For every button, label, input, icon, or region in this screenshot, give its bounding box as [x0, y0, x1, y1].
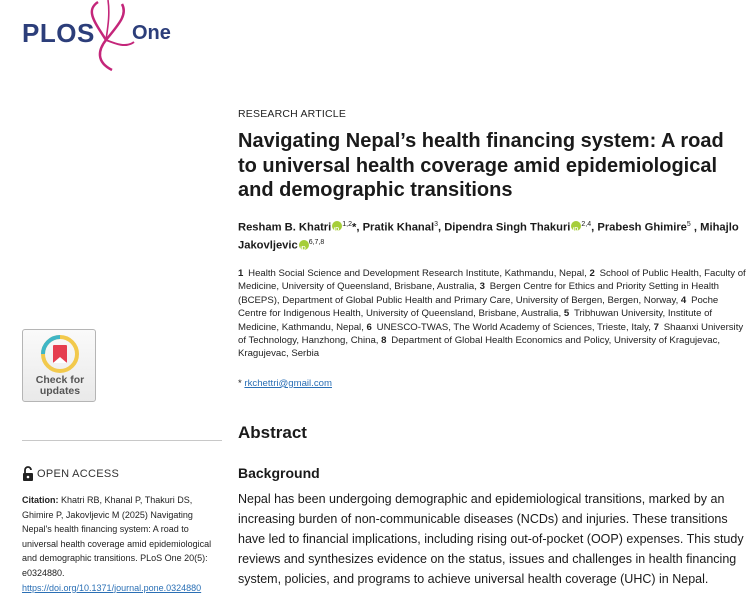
corresponding-email-link[interactable]: rkchettri@gmail.com — [244, 377, 332, 389]
author-affiliation-sup: 6,7,8 — [308, 239, 325, 247]
affiliation-number: 3 — [479, 281, 485, 293]
affiliations — [238, 267, 748, 361]
affiliation-number: 7 — [653, 321, 659, 333]
affiliation-text: Health Social Science and Development Research Institute, Kathmandu, Nepal, — [248, 267, 587, 279]
citation-label: Citation: — [22, 495, 59, 505]
author-name[interactable]: Resham B. Khatri — [238, 221, 332, 234]
author-list: Resham B. KhatriiD $^{1,2}$*, Pratik Khanal$^3$, Dipendra Singh ThakuriiD $^{2,4}$, Prabesh Ghimire$^5$ , Mihajlo JakovljeviciD $^{6,7,8}$ — [238, 217, 748, 254]
author-name[interactable]: Dipendra Singh Thakuri — [444, 221, 571, 234]
affiliation-number: 6 — [366, 321, 372, 333]
author-name[interactable]: Mihajlo Jakovljevic — [238, 221, 739, 252]
affiliation-text: School of Public Health, Faculty of Medicine, University of Queensland, Brisbane, Australia, — [238, 267, 746, 293]
logo-brand: PLOS — [22, 18, 95, 48]
affiliation-text: Department of Global Health Economics and Policy, University of Kragujevac, Kragujevac, Serbia — [238, 335, 721, 360]
author-affiliation-sup: 3 — [434, 220, 438, 228]
article-type: RESEARCH ARTICLE — [238, 108, 347, 120]
crossmark-icon — [40, 334, 80, 374]
author-affiliation-sup: 5 — [686, 220, 691, 228]
citation-text: Khatri RB, Khanal P, Thakuri DS, Ghimire P, Jakovljevic M (2025) Navigating Nepal's health financing system: A road to universal health coverage amid epidemiological and demographic transitions. PLoS One 20(5): e0324880. — [22, 495, 212, 578]
orcid-icon[interactable] — [299, 240, 309, 250]
background-text: Nepal has been undergoing demographic and epidemiological transitions, marked by an increasing burden of non-communicable diseases (NCDs) and injuries. These transitions have led to financial implications, including rising out-of-pocket (OOP) expenses. This study reviews and synthesizes evidence on the status, issues and challenges in health financing system, policies, and programs to achieve universal health coverage (UHC) in Nepal. — [238, 491, 744, 586]
plos-one-logo[interactable] — [22, 0, 192, 74]
open-access-label — [22, 466, 119, 481]
badge-line2: updates — [39, 385, 81, 397]
check-for-updates-badge[interactable] — [22, 329, 96, 402]
affiliation-number: 1 — [238, 267, 244, 279]
citation-block — [22, 493, 222, 594]
corresponding-star: * — [352, 221, 357, 234]
article-main — [238, 108, 748, 589]
sidebar-divider — [22, 440, 222, 441]
affiliation-text: Poche Centre for Indigenous Health, University of Queensland, Brisbane, Australia, — [238, 294, 719, 320]
affiliation-text: UNESCO-TWAS, The World Academy of Sciences, Trieste, Italy, — [376, 321, 651, 333]
open-lock-icon — [22, 466, 34, 481]
author-name[interactable]: Prabesh Ghimire — [597, 221, 687, 234]
affiliation-number: 4 — [680, 294, 687, 306]
open-access-text: OPEN ACCESS — [37, 467, 120, 480]
article-title: Navigating Nepal’s health financing system: A road to universal health coverage amid epidemiological and demographic transitions — [238, 130, 724, 201]
affiliation-text: Bergen Centre for Ethics and Priority Setting in Health (BCEPS), Department of Global Public Health and Primary Care, University of Bergen, Bergen, Norway, — [238, 281, 720, 306]
background-heading: Background — [238, 464, 320, 481]
affiliation-number: 8 — [381, 335, 387, 346]
doi-link[interactable]: https://doi.org/10.1371/journal.pone.0324880 — [22, 582, 202, 593]
badge-line1: Check for — [35, 374, 85, 386]
affiliation-text: Shaanxi University of Technology, Hanzhong, China, — [238, 321, 744, 346]
affiliation-number: 5 — [563, 308, 570, 320]
orcid-icon[interactable] — [571, 221, 581, 231]
abstract-heading: Abstract — [238, 422, 307, 442]
corresponding-marker: * — [238, 377, 242, 389]
author-affiliation-sup: 1,2 — [342, 220, 352, 228]
orcid-icon[interactable] — [332, 221, 342, 231]
affiliation-number: 2 — [589, 267, 595, 279]
logo-journal: One — [132, 22, 171, 44]
author-affiliation-sup: 2,4 — [581, 220, 592, 228]
author-name[interactable]: Pratik Khanal — [362, 221, 435, 234]
affiliation-text: Tribhuwan University, Institute of Medicine, Kathmandu, Nepal, — [238, 308, 713, 333]
corresponding-author — [238, 378, 748, 389]
